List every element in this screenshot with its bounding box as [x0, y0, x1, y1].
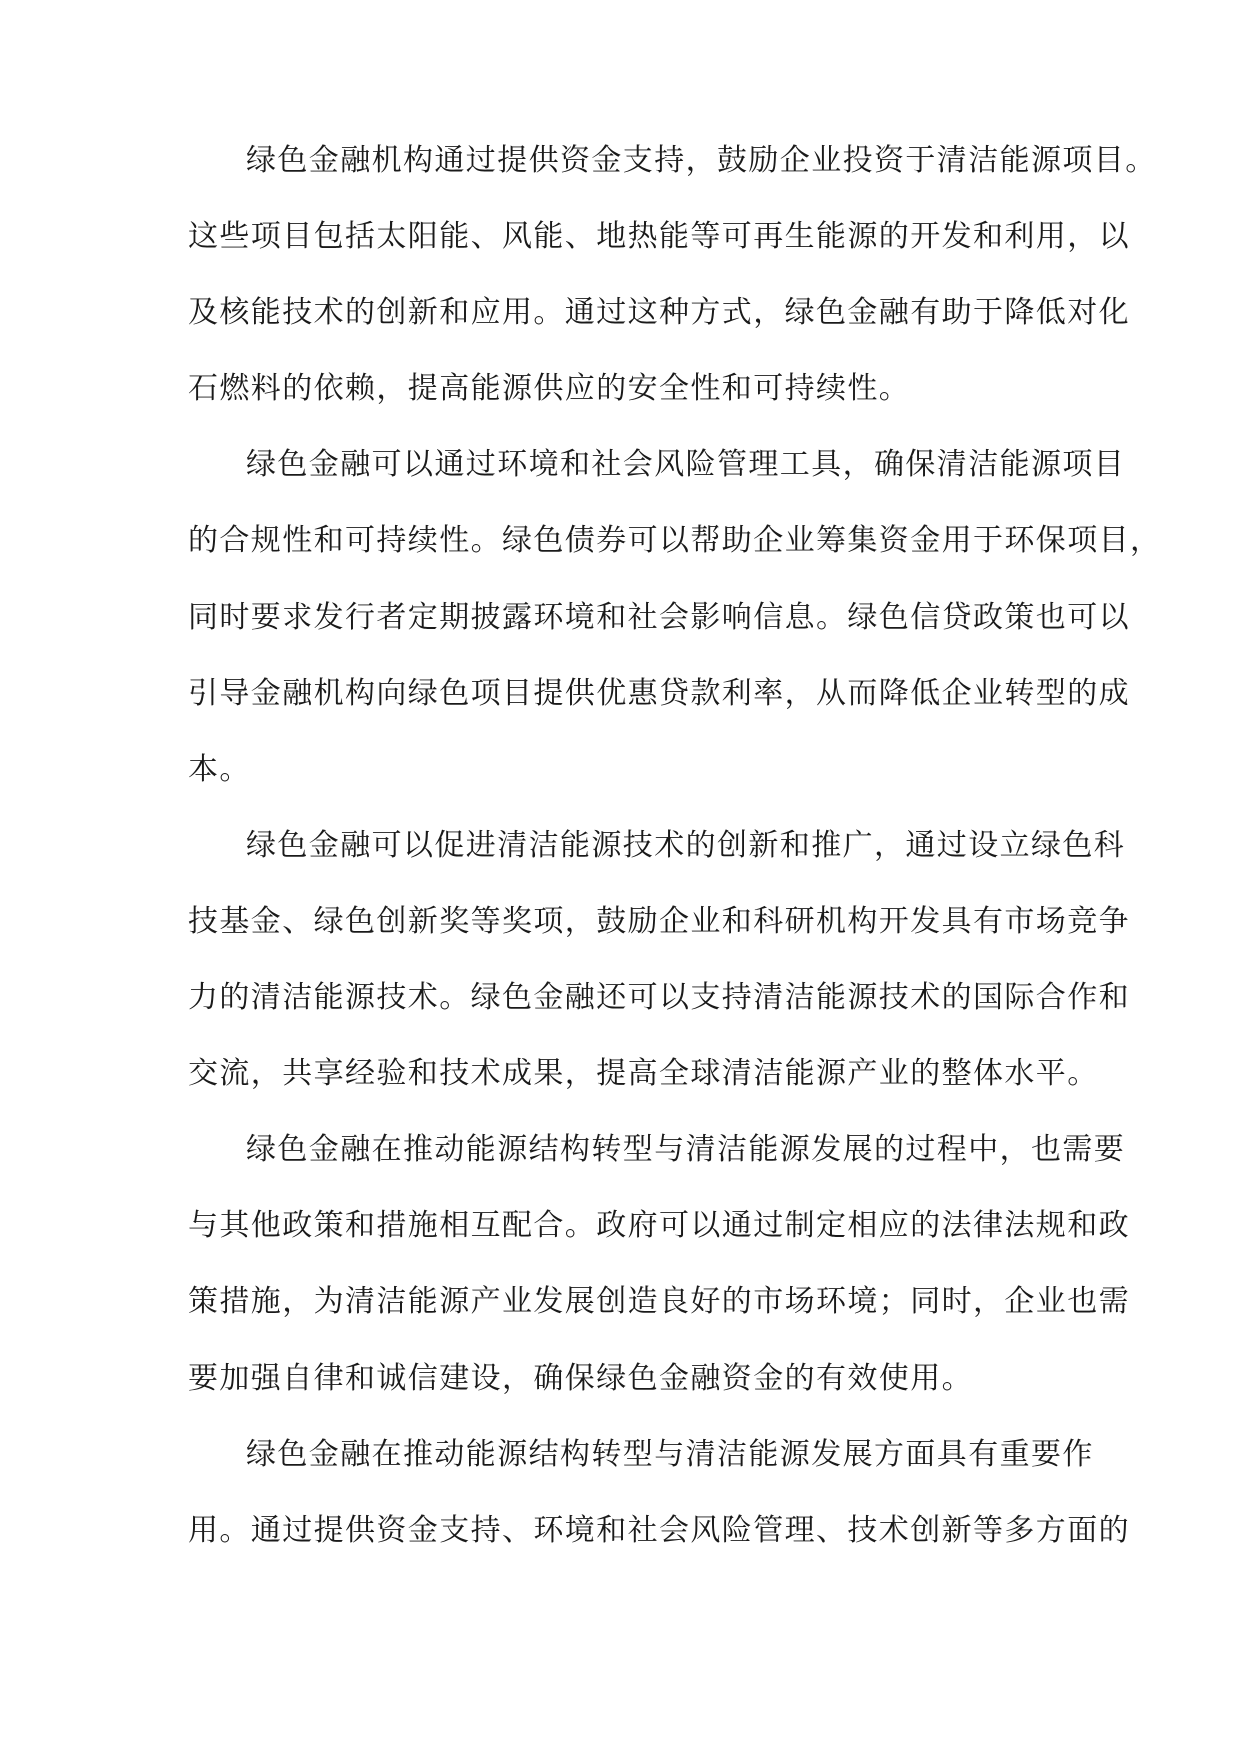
text-line: 同时要求发行者定期披露环境和社会影响信息。绿色信贷政策也可以 — [188, 599, 1130, 635]
text-line: 绿色金融在推动能源结构转型与清洁能源发展方面具有重要作 — [246, 1436, 1094, 1472]
text-line: 这些项目包括太阳能、风能、地热能等可再生能源的开发和利用，以 — [188, 219, 1130, 255]
text-line: 引导金融机构向绿色项目提供优惠贷款利率，从而降低企业转型的成 — [188, 675, 1130, 711]
text-line: 石燃料的依赖，提高能源供应的安全性和可持续性。 — [188, 371, 911, 407]
text-line: 用。通过提供资金支持、环境和社会风险管理、技术创新等多方面的 — [188, 1512, 1130, 1548]
text-line: 交流，共享经验和技术成果，提高全球清洁能源产业的整体水平。 — [188, 1056, 1099, 1092]
text-line: 及核能技术的创新和应用。通过这种方式，绿色金融有助于降低对化 — [188, 295, 1130, 331]
text-line: 要加强自律和诚信建设，确保绿色金融资金的有效使用。 — [188, 1360, 973, 1396]
text-line: 策措施，为清洁能源产业发展创造良好的市场环境；同时，企业也需 — [188, 1284, 1130, 1320]
document-body — [188, 141, 1162, 1587]
text-line: 绿色金融机构通过提供资金支持，鼓励企业投资于清洁能源项目。 — [246, 143, 1157, 178]
text-line: 绿色金融在推动能源结构转型与清洁能源发展的过程中，也需要 — [246, 1132, 1126, 1168]
text-line: 绿色金融可以通过环境和社会风险管理工具，确保清洁能源项目 — [246, 447, 1126, 483]
text-line: 力的清洁能源技术。绿色金融还可以支持清洁能源技术的国际合作和 — [188, 980, 1130, 1016]
text-line: 与其他政策和措施相互配合。政府可以通过制定相应的法律法规和政 — [188, 1208, 1130, 1244]
text-line: 技基金、绿色创新奖等奖项，鼓励企业和科研机构开发具有市场竞争 — [188, 903, 1130, 939]
text-line: 本。 — [188, 751, 251, 787]
text-line: 的合规性和可持续性。绿色债券可以帮助企业筹集资金用于环保项目， — [188, 523, 1162, 559]
text-line: 绿色金融可以促进清洁能源技术的创新和推广，通过设立绿色科 — [246, 827, 1126, 863]
